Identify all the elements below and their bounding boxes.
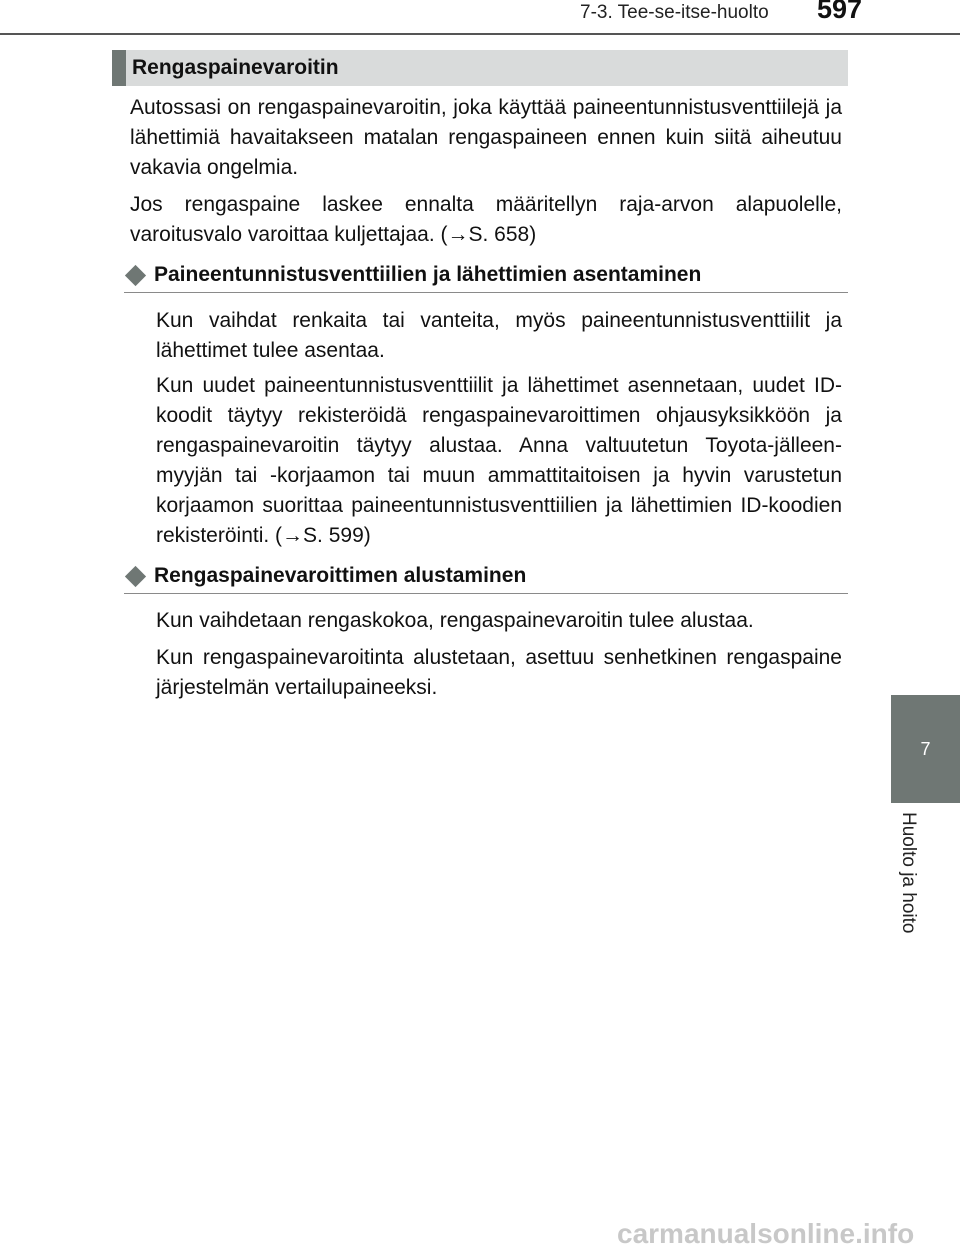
subsection-heading-2 <box>124 559 848 594</box>
subsection-2-paragraph-2: Kun rengaspainevaroitinta alustetaan, asettuu senhetkinen rengaspaine järjestelmän vertailupaineeksi. <box>156 646 842 699</box>
subsection-title-2: Rengaspainevaroittimen alustaminen <box>154 564 527 587</box>
subsection-1-paragraph-2: Kun uudet paineentunnistusventtiilit ja lähettimet asennetaan, uudet ID-koodit täytyy rekisteröidä rengaspainevaroittimen ohjausyksikköön ja rengaspainevaroitin täytyy alustaa. Anna valtuutetun Toyota-jälleenmyyjän tai -korjaamon tai muun ammattitaitoisen ja hyvin varustetun korjaamon suorittaa paineentunnistusventtiilien ja lähettimien ID-koodien rekisteröinti. (→S. 599) <box>156 374 842 547</box>
chapter-tab-label-text: Huolto ja hoito <box>898 812 919 934</box>
chapter-tab-label <box>893 812 923 947</box>
subsection-title-1: Paineentunnistusventtiilien ja lähettimien asentaminen <box>154 263 702 286</box>
subsection-heading-1 <box>124 258 848 293</box>
section-heading-bar <box>112 50 848 86</box>
header-divider <box>0 33 960 35</box>
chapter-title: 7-3. Tee-se-itse-huolto <box>580 2 769 23</box>
intro-paragraph-2: Jos rengaspaine laskee ennalta määritellyn raja-arvon alapuolelle, varoitusvalo varoittaa kuljettajaa. (→S. 658) <box>130 193 842 246</box>
diamond-bullet-icon <box>125 264 146 285</box>
page-number: 597 <box>817 0 863 24</box>
diamond-bullet-icon <box>125 565 146 586</box>
subsection-2-paragraph-1: Kun vaihdetaan rengaskokoa, rengaspainevaroitin tulee alustaa. <box>156 609 754 632</box>
intro-paragraph-1: Autossasi on rengaspainevaroitin, joka käyttää paineentunnistusventtiilejä ja lähettimiä havaitakseen matalan rengaspaineen ennen kuin siitä aiheutuu vakavia ongelmia. <box>130 96 842 179</box>
subsection-1-paragraph-1: Kun vaihdat renkaita tai vanteita, myös paineentunnistusventtiilit ja lähettimet tulee asentaa. <box>156 309 842 362</box>
chapter-tab-number[interactable]: 7 <box>891 695 960 803</box>
watermark: carmanualsonline.info <box>617 1218 915 1249</box>
section-title: Rengaspainevaroitin <box>132 56 339 79</box>
